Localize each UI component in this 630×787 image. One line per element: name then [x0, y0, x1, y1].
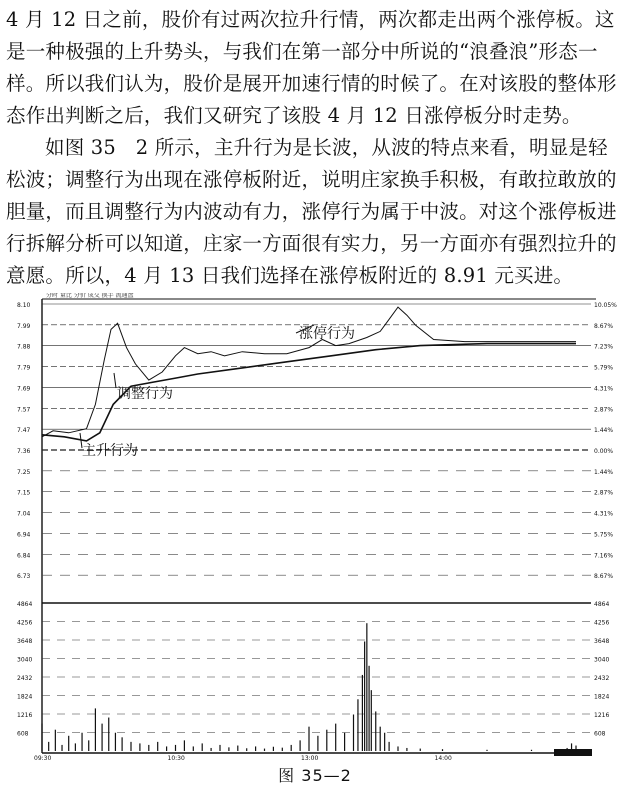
percent-tick-label: 4.31% — [594, 385, 614, 393]
volume-tick-label: 3648 — [17, 638, 33, 645]
time-tick-label: 10:30 — [167, 755, 185, 760]
percent-tick-label: 7.16% — [594, 552, 614, 560]
percent-tick-label: 5.79% — [594, 364, 614, 372]
paragraph-2: 如图 35 2 所示，主升行为是长波，从波的特点来看，明显是轻松波；调整行为出现在涨停板附近，说明庄家换手积极，有敢拉敢放的胆量，而且调整行为内波动有力，涨停行为属于中波。对这个涨停板进行拆解分析可以知道，庄家一方面很有实力，另一方面亦有强烈拉升的意愿。所以，4 月 13 日我们选择在涨停板附近的 8.91 元买进。 — [6, 136, 617, 287]
volume-tick-label-right: 3040 — [594, 656, 610, 664]
chart-background — [16, 293, 630, 760]
time-tick-label: 09:30 — [34, 755, 52, 760]
price-tick-label: 7.57 — [17, 406, 31, 414]
percent-tick-label: 4.31% — [594, 510, 614, 518]
price-tick-label: 6.84 — [17, 552, 31, 560]
price-tick-label: 7.69 — [17, 385, 31, 393]
volume-tick-label: 4864 — [17, 601, 33, 608]
price-tick-label: 7.88 — [17, 343, 31, 351]
price-tick-label: 7.15 — [17, 489, 31, 497]
price-tick-label: 7.36 — [17, 448, 31, 455]
volume-tick-label: 1216 — [17, 712, 33, 719]
paragraph-1: 4 月 12 日之前，股价有过两次拉升行情，两次都走出两个涨停板。这是一种极强的上升势头，与我们在第一部分中所说的“浪叠浪”形态一样。所以我们认为，股价是展开加速行情的时候了。在对该股的整体形态作出判断之后，我们又研究了该股 4 月 12 日涨停板分时走势。 — [6, 8, 617, 127]
annotation-main-rise: 主升行为 — [82, 443, 138, 459]
time-tick-label: 13:00 — [301, 755, 319, 760]
price-tick-label: 7.25 — [17, 468, 31, 476]
volume-tick-label-right: 608 — [594, 730, 606, 738]
percent-tick-label: 1.44% — [594, 427, 614, 435]
volume-tick-label-right: 1216 — [594, 712, 610, 719]
percent-tick-label: 8.67% — [594, 573, 614, 581]
price-tick-label: 6.73 — [17, 573, 31, 581]
volume-tick-label: 4256 — [17, 619, 33, 627]
price-tick-label: 7.79 — [17, 364, 31, 372]
annotation-adjust: 调整行为 — [117, 386, 173, 402]
intraday-chart — [16, 293, 630, 760]
percent-tick-label: 5.75% — [594, 531, 614, 539]
volume-tick-label: 608 — [17, 730, 29, 738]
volume-tick-label-right: 4256 — [594, 619, 610, 627]
volume-tick-label-right: 2432 — [594, 675, 610, 682]
figure-caption: 图 35—2 — [278, 766, 352, 785]
price-tick-label: 7.47 — [17, 427, 31, 435]
toolbar-text: 分时 量比 分价 成交 换手 流通盘 — [46, 293, 134, 299]
percent-tick-label: 0.00% — [594, 448, 614, 455]
volume-tick-label-right: 4864 — [594, 601, 610, 608]
annotation-limit-up: 涨停行为 — [299, 326, 355, 342]
percent-tick-label: 2.87% — [594, 406, 614, 414]
end-marker — [554, 749, 592, 756]
percent-tick-label: 7.23% — [594, 343, 614, 351]
percent-tick-label: 1.44% — [594, 468, 614, 476]
volume-tick-label-right: 1824 — [594, 693, 610, 701]
volume-tick-label: 1824 — [17, 693, 33, 701]
percent-tick-label: 8.67% — [594, 322, 614, 330]
volume-tick-label: 2432 — [17, 675, 33, 682]
price-tick-label: 7.99 — [17, 322, 31, 330]
volume-tick-label-right: 3648 — [594, 638, 610, 645]
volume-tick-label: 3040 — [17, 656, 33, 664]
time-tick-label: 14:00 — [434, 755, 452, 760]
percent-tick-label: 10.05% — [594, 302, 617, 309]
percent-tick-label: 2.87% — [594, 489, 614, 497]
price-tick-label: 6.94 — [17, 531, 31, 539]
price-tick-label: 7.04 — [17, 510, 31, 518]
price-tick-label: 8.10 — [17, 302, 31, 309]
